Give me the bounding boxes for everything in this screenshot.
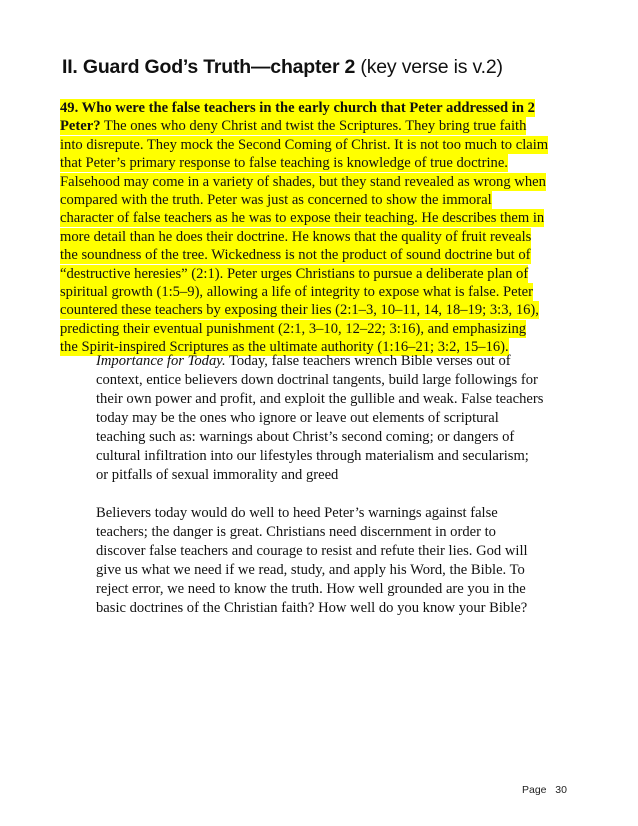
question-text: 49. Who were the false teachers in the early church that Peter addressed in 2 [60,100,535,116]
answer-line [60,246,582,264]
importance-line: cultural infiltration into our lifestyles through materialism and secularism; [96,448,529,464]
question-text-end: Peter? [60,118,101,135]
answer-text: countered these teachers by exposing their lies (2:1–3, 10–11, 14, 18–19; 3:3, 16), [60,302,539,319]
page-number: 30 [555,784,567,796]
answer-text: the Spirit-inspired Scriptures as the ultimate authority (1:16–21; 3:2, 15–16). [60,339,509,356]
answer-text: predicting their eventual punishment (2:1, 3–10, 12–22; 3:16), and emphasizing [60,320,527,337]
answer-line [60,209,582,227]
paragraph-gap [96,485,566,504]
answer-line [60,117,582,135]
importance-line: today may be the ones who ignore or leave out elements of scriptural [96,410,499,426]
importance-label: Importance for Today. [96,353,226,369]
page-footer [522,784,602,796]
believers-line: basic doctrines of the Christian faith? How well do you know your Bible? [96,600,528,616]
believers-line: give us what we need if we read, study, and apply his Word, the Bible. To [96,562,525,578]
answer-line [60,191,582,209]
answer-text: Falsehood may come in a variety of shades, but they stand revealed as wrong when [60,173,546,190]
importance-line [96,352,566,371]
answer-text: “destructive heresies” (2:1). Peter urges Christians to pursue a deliberate plan of [60,265,529,282]
answer-text: that Peter’s primary response to false teaching is knowledge of true doctrine. [60,155,508,172]
answer-line [60,265,582,283]
importance-for-today [96,352,566,618]
answer-text: compared with the truth. Peter was just as concerned to show the immoral [60,192,492,209]
answer-text: the soundness of the tree. Wickedness is not the product of sound doctrine but of [60,247,531,264]
believers-line: Believers today would do well to heed Peter’s warnings against false [96,505,498,521]
importance-text: Today, false teachers wrench Bible verses out of [225,353,511,369]
answer-line [60,228,582,246]
section-heading [62,56,582,79]
importance-line: or pitfalls of sexual immorality and greed [96,467,339,483]
importance-line: context, entice believers down doctrinal tangents, build large followings for [96,372,538,388]
importance-line: teaching such as: warnings about Christ’s second coming; or dangers of [96,429,515,445]
answer-line [60,136,582,154]
answer-line [60,283,582,301]
answer-text: spiritual growth (1:5–9), allowing a life of integrity to expose what is false. Peter [60,284,533,301]
answer-line [60,154,582,172]
heading-key-verse: (key verse is v.2) [355,56,503,78]
question-line [60,99,582,117]
heading-bold: II. Guard God’s Truth—chapter 2 [62,56,356,78]
importance-line: their own power and profit, and exploit the gullible and weak. False teachers [96,391,544,407]
answer-text: The ones who deny Christ and twist the Scriptures. They bring true faith [100,118,527,135]
answer-text: character of false teachers as he was to expose their teaching. He describes them in [60,210,545,227]
believers-line: reject error, we need to know the truth. How well grounded are you in the [96,581,526,597]
answer-line [60,173,582,191]
answer-text: more detail than he does their doctrine. He knows that the quality of fruit reveals [60,228,532,245]
believers-line: discover false teachers and courage to resist and refute their lies. God will [96,543,528,559]
answer-line [60,301,582,319]
answer-line [60,320,582,338]
believers-line: teachers; the danger is great. Christians need discernment in order to [96,524,496,540]
question-answer-block [60,99,582,357]
page-label: Page [522,784,547,796]
answer-text: into disrepute. They mock the Second Coming of Christ. It is not too much to claim [60,136,549,153]
